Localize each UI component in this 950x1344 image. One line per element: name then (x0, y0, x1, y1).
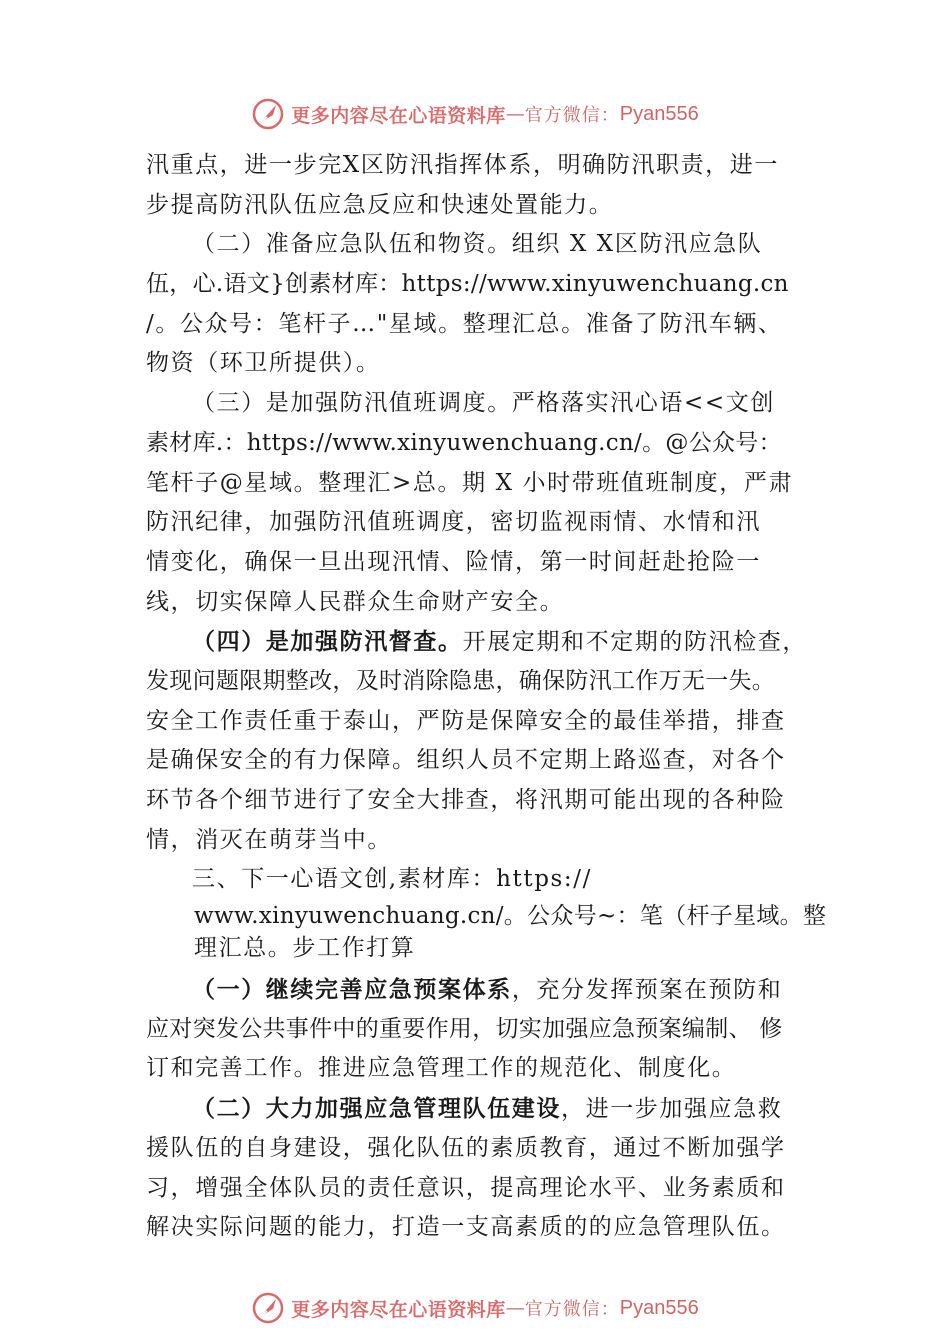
text-line: 防汛纪律，加强防汛值班调度，密切监视雨情、水情和汛 (146, 509, 761, 536)
section-heading: （四）是加强防汛督查。 (192, 628, 463, 656)
text-line: 素材库.：https://www.xinyuwenchuang.cn/。@公众号： (146, 429, 782, 456)
text-line: 物资（环卫所提供）。 (146, 350, 381, 377)
text-line: 情变化，确保一旦出现汛情、险情，第一时间赶赴抢险一 (146, 548, 761, 575)
watermark-handle: Pyan556 (619, 1296, 699, 1319)
subsection-heading: （一）继续完善应急预案体系 (192, 976, 512, 1004)
text-line: 是确保安全的有力保障。组织人员不定期上路巡查，对各个 (146, 747, 786, 774)
text-line: 伍，心.语文}创素材库：https://www.xinyuwenchuang.cn (146, 271, 789, 298)
text-line: 安全工作责任重于泰山，严防是保障安全的最佳举措，排查 (146, 707, 786, 734)
text-line: 理汇总。步工作打算 (194, 935, 416, 962)
watermark-wechat-label: 官方微信： (524, 1299, 620, 1320)
watermark-handle: Pyan556 (619, 102, 699, 125)
text-line: （二）准备应急队伍和物资。组织 X X区防汛应急队 (192, 231, 763, 258)
text-line: 笔杆子@星域。整理汇>总。期 X 小时带班值班制度，严肃 (146, 469, 794, 496)
subsection-heading: （二）大力加强应急管理队伍建设 (192, 1095, 561, 1123)
text-line: www.xinyuwenchuang.cn/。公众号~：笔（杆子星域。整 (194, 903, 827, 930)
subsection-text: ，充分发挥预案在预防和 (511, 977, 783, 1004)
text-line: 订和完善工作。推进应急管理工作的规范化、制度化。 (146, 1055, 737, 1082)
watermark-banner-bottom (0, 1286, 950, 1330)
text-line: 习，增强全体队员的责任意识，提高理论水平、业务素质和 (146, 1174, 786, 1201)
watermark-banner-top (0, 92, 950, 136)
text-line: 情，消灭在萌芽当中。 (146, 826, 392, 853)
text-line: /。公众号：笔杆子…"星域。整理汇总。准备了防汛车辆、 (146, 310, 783, 337)
watermark-wechat-label: 官方微信： (524, 105, 620, 126)
text-line: 解决实际问题的能力，打造一支高素质的的应急管理队伍。 (146, 1214, 786, 1241)
document-body (146, 146, 826, 1248)
text-line: 发现问题限期整改，及时消除隐患，确保防汛工作万无一失。 (146, 667, 776, 694)
text-line: 环节各个细节进行了安全大排查，将汛期可能出现的各种险 (146, 787, 786, 813)
subsection-two-heading-line (146, 1089, 826, 1129)
watermark-brand: 更多内容尽在心语资料库 (291, 1298, 506, 1321)
watermark-brand: 更多内容尽在心语资料库 (291, 104, 506, 127)
subsection-text: ，进一步加强应急救 (561, 1096, 783, 1123)
quill-logo-icon (251, 97, 285, 131)
text-line: 汛重点，进一步完X区防汛指挥体系，明确防汛职责，进一 (146, 152, 779, 178)
text-line: （三）是加强防汛值班调度。严格落实汛心语<<文创 (192, 390, 775, 417)
section-text: 开展定期和不定期的防汛检查， (462, 629, 808, 656)
watermark-separator: — (505, 103, 525, 125)
text-line: 三、下一心语文创,素材库：https:// (192, 866, 592, 893)
quill-logo-icon (251, 1291, 285, 1325)
section-four-heading-line (146, 622, 826, 662)
text-line: 应对突发公共事件中的重要作用，切实加强应急预案编制、 修 (146, 1015, 783, 1042)
watermark-separator: — (505, 1297, 525, 1319)
subsection-one-heading-line (146, 970, 826, 1010)
text-line: 线，切实保障人民群众生命财产安全。 (146, 588, 565, 615)
text-line: 援队伍的自身建设，强化队伍的素质教育，通过不断加强学 (146, 1134, 786, 1161)
text-line: 步提高防汛队伍应急反应和快速处置能力。 (146, 191, 614, 218)
